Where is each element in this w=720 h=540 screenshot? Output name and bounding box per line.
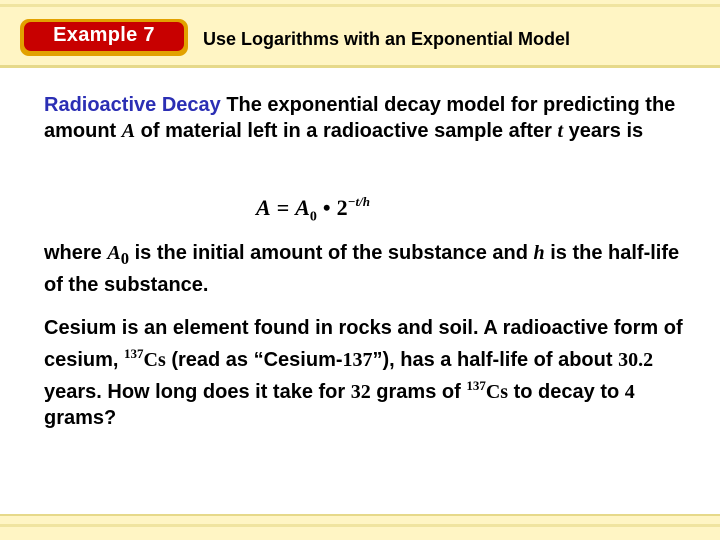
formula-a0-base: A — [295, 195, 310, 220]
variable-a: A — [121, 120, 136, 142]
problem-text-e: grams of — [370, 381, 467, 403]
formula-lhs: A — [256, 195, 271, 220]
variable-h: h — [533, 242, 545, 264]
problem-text-f: to decay to — [508, 381, 625, 403]
isotope-symbol-1: Cs — [143, 349, 166, 371]
formula-exponent: −t/h — [347, 194, 370, 209]
problem-text-g: grams? — [44, 407, 117, 429]
intro-text-b: of material left in a radioactive sample after — [135, 120, 558, 142]
intro-text-a: The exponential decay model for predicting the amount — [44, 94, 676, 142]
footer-stripe — [0, 524, 720, 527]
topic-lead: Radioactive Decay — [44, 94, 221, 116]
problem-text-b: (read as “Cesium- — [165, 349, 343, 371]
problem-text-c: ”), has a half-life of about — [372, 349, 619, 371]
page-title: Use Logarithms with an Exponential Model — [203, 29, 571, 49]
formula-equals: = — [276, 195, 290, 220]
example-badge — [20, 19, 188, 56]
decay-formula — [256, 194, 370, 225]
def-text-c: is the half-life of the substance. — [44, 242, 680, 296]
intro-paragraph — [44, 92, 684, 144]
footer-band — [0, 514, 720, 540]
isotope-symbol-2: Cs — [485, 381, 509, 403]
variable-t: t — [557, 120, 564, 142]
formula-a0-sub: 0 — [309, 209, 317, 225]
intro-text-c: years is — [563, 120, 644, 142]
problem-text-a: Cesium is an element found in rocks and soil. A radioactive form of cesium, — [44, 317, 683, 371]
isotope-number: 137 — [342, 349, 373, 371]
problem-text-d: years. How long does it take for — [44, 381, 351, 403]
grams-start-value: 32 — [350, 381, 371, 403]
def-text-b: is the initial amount of the substance and — [129, 242, 534, 264]
formula-base: 2 — [336, 195, 348, 220]
isotope-mass-2: 137 — [466, 378, 486, 393]
definition-paragraph — [44, 240, 684, 298]
half-life-value: 30.2 — [618, 349, 654, 371]
def-a0-base: A — [107, 242, 121, 264]
header-stripe — [0, 4, 720, 7]
formula-dot: • — [322, 195, 331, 220]
example-badge-label: Example 7 — [24, 22, 184, 51]
def-a0-sub: 0 — [120, 249, 130, 268]
problem-paragraph — [44, 315, 684, 431]
def-text-a: where — [44, 242, 108, 264]
grams-end-value: 4 — [624, 381, 635, 403]
isotope-mass-1: 137 — [124, 346, 144, 361]
